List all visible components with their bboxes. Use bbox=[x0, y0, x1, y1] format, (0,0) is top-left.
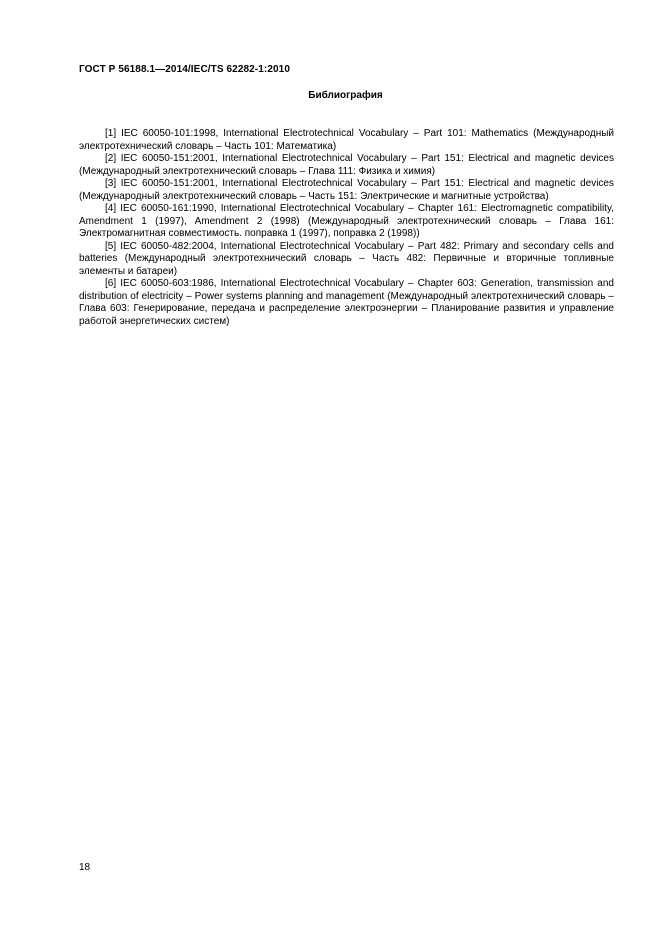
bibliography-list bbox=[79, 128, 614, 328]
bibliography-entry-1: [1] IEC 60050-101:1998, International Electrotechnical Vocabulary – Part 101: Mathematics (Международный электротехнический словарь – Часть 101: Математика) bbox=[79, 128, 614, 152]
bibliography-entry-6: [6] IEC 60050-603:1986, International Electrotechnical Vocabulary – Chapter 603: Generation, transmission and distribution of electricity – Power systems planning and management (Международный электротехнический словарь – Глава 603: Генерирование, передача и распределение электроэнергии – Планирование развития и управление работой энергетических систем) bbox=[79, 278, 614, 327]
bibliography-entry-4: [4] IEC 60050-161:1990, International Electrotechnical Vocabulary – Chapter 161: Electromagnetic compatibility, Amendment 1 (1997), Amendment 2 (1998) (Международный электротехнический словарь – Глава 161: Электромагнитная совместимость. поправка 1 (1997), поправка 2 (1998)) bbox=[79, 203, 614, 239]
bibliography-entry-2: [2] IEC 60050-151:2001, International Electrotechnical Vocabulary – Part 151: Electrical and magnetic devices (Международный электротехнический словарь – Глава 111: Физика и химия) bbox=[79, 153, 614, 177]
page-number: 18 bbox=[79, 862, 91, 873]
bibliography-entry-3: [3] IEC 60050-151:2001, International Electrotechnical Vocabulary – Part 151: Electrical and magnetic devices (Международный электротехнический словарь – Часть 151: Электрические и магнитные устройства) bbox=[79, 178, 614, 202]
document-header: ГОСТ Р 56188.1—2014/IEC/TS 62282-1:2010 bbox=[79, 64, 290, 75]
section-title bbox=[0, 90, 661, 101]
bibliography-entry-5: [5] IEC 60050-482:2004, International Electrotechnical Vocabulary – Part 482: Primary and secondary cells and batteries (Международный электротехнический словарь – Часть 482: Первичные и вторичные топливные элементы и батареи) bbox=[79, 240, 614, 277]
section-title-text: Библиография bbox=[308, 90, 383, 101]
